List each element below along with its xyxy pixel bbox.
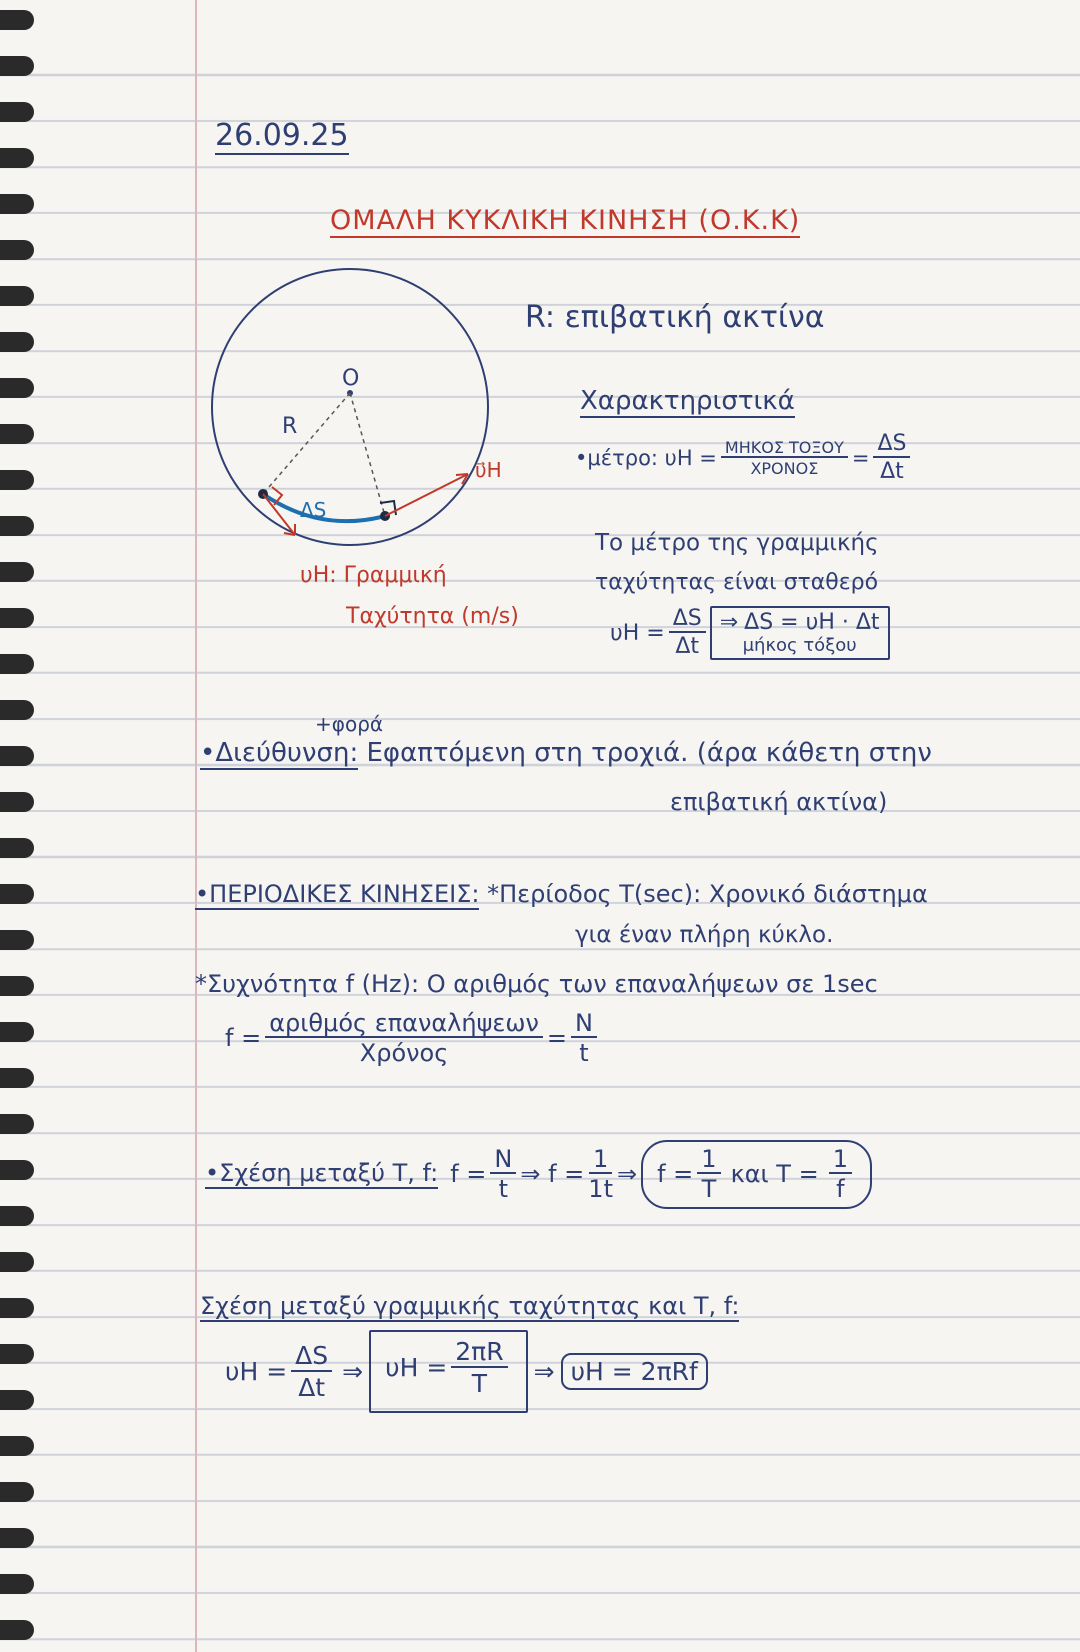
oval-lhs: f = [657, 1160, 694, 1189]
relation-tf-den1: t [498, 1175, 509, 1204]
center-label: Ο [342, 366, 360, 391]
relation-tf-fraction2 [588, 1146, 613, 1203]
characteristics-heading: Χαρακτηριστικά [580, 386, 795, 416]
relation-tf-num1: N [490, 1146, 516, 1174]
binding-ring [0, 930, 34, 950]
direction-line2: επιβατική ακτίνα) [670, 788, 888, 816]
radius-definition: R: επιβατική ακτίνα [525, 300, 825, 335]
page-title: ΟΜΑΛΗ ΚΥΚΛΙΚΗ ΚΙΝΗΣΗ (Ο.Κ.Κ) [330, 205, 801, 236]
binding-ring [0, 976, 34, 996]
speed-equation [610, 606, 890, 660]
binding-ring [0, 1068, 34, 1088]
arc-length-formula: ΔS = υΗ · Δt [744, 610, 880, 635]
trajectory-circle [212, 269, 488, 545]
binding-ring [0, 56, 34, 76]
binding-ring [0, 838, 34, 858]
binding-ring [0, 1574, 34, 1594]
binding-ring [0, 700, 34, 720]
speed-eq-fraction [669, 607, 706, 659]
frequency-lhs: f = [225, 1024, 262, 1053]
binding-ring [0, 148, 34, 168]
relation-v-lhs: υΗ = [225, 1357, 288, 1386]
binding-ring [0, 470, 34, 490]
relation-v-fraction [291, 1342, 332, 1401]
frequency-fraction2 [571, 1010, 597, 1067]
binding-ring [0, 332, 34, 352]
radius-line-left [263, 393, 350, 494]
direction-note: +φορά [315, 712, 384, 736]
frequency-numerator: αριθμός επαναλήψεων [265, 1010, 543, 1038]
margin-line [195, 0, 197, 1652]
speed-eq-numerator: ΔS [669, 607, 706, 633]
binding-ring [0, 1436, 34, 1456]
relation-tf-f1-lhs: f = [450, 1160, 487, 1189]
relation-v-arrow2: ⇒ [533, 1357, 555, 1386]
binding-ring [0, 1482, 34, 1502]
metro-equals: = [851, 446, 870, 471]
binding-ring [0, 792, 34, 812]
direction-text: Εφαπτόμενη στη τροχιά. (άρα κάθετη στην [366, 738, 932, 768]
relation-tf-result-oval [641, 1140, 872, 1209]
binding-ring [0, 1528, 34, 1548]
periodic-line1 [195, 880, 928, 908]
relation-v-box-lhs: υΗ = [385, 1353, 448, 1382]
binding-ring [0, 286, 34, 306]
relation-v-den: Δt [298, 1372, 326, 1402]
binding-ring [0, 516, 34, 536]
relation-v-num: ΔS [291, 1342, 332, 1372]
binding-ring [0, 654, 34, 674]
relation-tf-num2: 1 [589, 1146, 612, 1174]
relation-tf [205, 1140, 872, 1209]
relation-v-formula [225, 1330, 708, 1413]
metro-denominator: ΧΡΟΝΟΣ [750, 459, 819, 479]
oval-mid: και T = [730, 1160, 819, 1189]
relation-v-box [369, 1330, 528, 1413]
relation-v-box-num: 2πR [451, 1338, 507, 1368]
binding-ring [0, 240, 34, 260]
frequency-equals: = [546, 1024, 568, 1053]
relation-v-arrow1: ⇒ [342, 1357, 364, 1386]
frequency-denominator2: t [579, 1039, 589, 1068]
binding-ring [0, 1022, 34, 1042]
metro-numerator: ΜΗΚΟΣ ΤΟΞΟΥ [721, 439, 848, 459]
binding-ring [0, 102, 34, 122]
binding-ring [0, 1298, 34, 1318]
oval-fraction2 [829, 1146, 852, 1203]
speed-eq-lhs: υΗ = [610, 620, 665, 646]
binding-ring [0, 608, 34, 628]
relation-tf-fraction1 [490, 1146, 516, 1203]
oval-den1: T [701, 1175, 717, 1204]
date: 26.09.25 [215, 118, 349, 153]
frequency-numerator2: N [571, 1010, 597, 1038]
arc-length-note: μήκος τόξου [742, 635, 857, 656]
period-text2: για έναν πλήρη κύκλο. [575, 922, 834, 948]
direction-label: •Διεύθυνση: [200, 738, 359, 768]
relation-tf-arrow2: ⇒ [616, 1160, 638, 1189]
speed-eq-denominator: Δt [675, 634, 700, 659]
circle-diagram [200, 265, 540, 645]
oval-den2: f [836, 1175, 845, 1204]
binding-ring [0, 378, 34, 398]
binding-ring [0, 746, 34, 766]
metro-label: •μέτρο: υΗ = [575, 446, 717, 471]
binding-ring [0, 1160, 34, 1180]
binding-ring [0, 424, 34, 444]
direction-line1 [200, 738, 932, 768]
relation-tf-label: •Σχέση μεταξύ T, f: [205, 1159, 439, 1188]
relation-tf-den2: 1t [588, 1175, 613, 1204]
radius-label: R [282, 414, 298, 439]
relation-v-final: υΗ = 2πRf [561, 1353, 708, 1390]
constant-speed-line1: Το μέτρο της γραμμικής [595, 530, 879, 556]
binding-ring [0, 1206, 34, 1226]
arc-arrow: ⇒ [719, 610, 739, 635]
relation-v-box-den: T [471, 1368, 488, 1398]
velocity-caption-line2: Ταχύτητα (m/s) [346, 604, 519, 629]
arc-length-box [710, 606, 890, 660]
binding-ring [0, 1252, 34, 1272]
relation-tf-arrow1: ⇒ f = [520, 1160, 585, 1189]
binding-ring [0, 194, 34, 214]
frequency-denominator: Χρόνος [359, 1039, 449, 1068]
velocity-label: υ⃗Η [475, 458, 502, 482]
spiral-binding [0, 0, 60, 1652]
binding-ring [0, 1390, 34, 1410]
binding-ring [0, 1114, 34, 1134]
oval-fraction1 [697, 1146, 720, 1203]
metro-fraction [721, 439, 848, 478]
constant-speed-line2: ταχύτητας είναι σταθερό [595, 570, 879, 595]
frequency-formula [225, 1010, 601, 1067]
velocity-caption-line1: υΗ: Γραμμική [300, 563, 447, 588]
frequency-fraction [265, 1010, 543, 1067]
periodic-heading: •ΠΕΡΙΟΔΙΚΕΣ ΚΙΝΗΣΕΙΣ: [195, 880, 480, 908]
radius-line-right [350, 393, 385, 516]
binding-ring [0, 10, 34, 30]
metro-fraction2 [873, 432, 910, 484]
binding-ring [0, 884, 34, 904]
binding-ring [0, 1344, 34, 1364]
arc-label: ΔS [300, 498, 327, 522]
metro-numerator2: ΔS [873, 432, 910, 458]
oval-num1: 1 [697, 1146, 720, 1174]
oval-num2: 1 [829, 1146, 852, 1174]
relation-v-box-fraction [451, 1338, 507, 1397]
period-text: *Περίοδος T(sec): Χρονικό διάστημα [487, 880, 928, 908]
binding-ring [0, 1620, 34, 1640]
relation-v-heading: Σχέση μεταξύ γραμμικής ταχύτητας και T, f: [200, 1292, 740, 1320]
frequency-text: *Συχνότητα f (Hz): Ο αριθμός των επαναλήψεων σε 1sec [195, 970, 878, 998]
metro-formula [575, 432, 914, 484]
metro-denominator2: Δt [880, 459, 904, 485]
binding-ring [0, 562, 34, 582]
